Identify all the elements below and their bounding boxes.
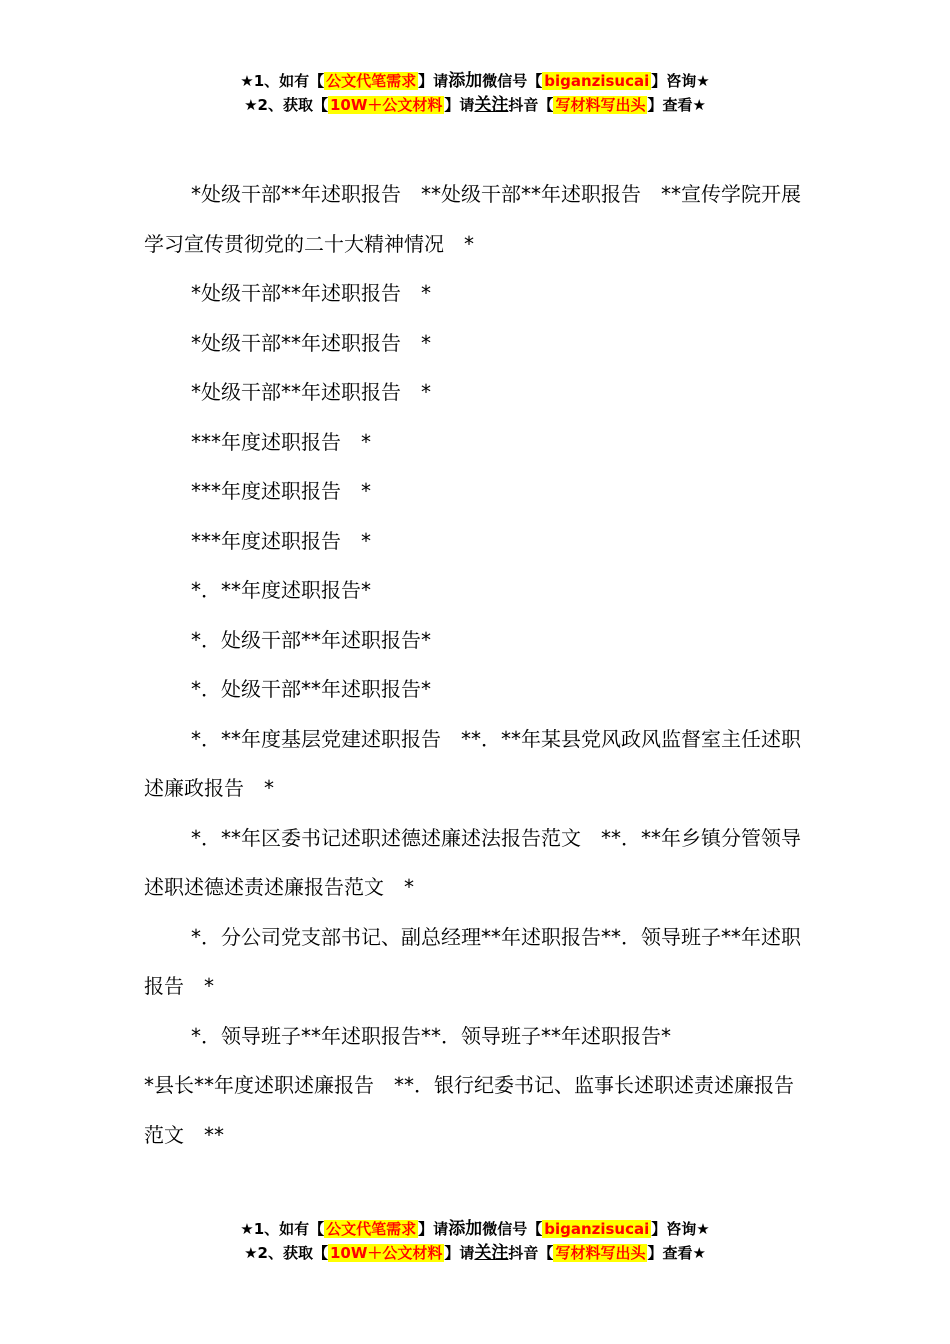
header-line-1-mid: 】请: [418, 72, 449, 90]
header-line-1-highlight-wechat: biganzisucai: [544, 72, 650, 90]
footer-line-1-prefix: ★1、如有【: [240, 1220, 325, 1238]
header-line-1-emphasis: 添加: [448, 71, 483, 91]
header-line-1-mid2: 微信号【: [482, 72, 543, 90]
footer-line-1-highlight-wechat: biganzisucai: [544, 1220, 650, 1238]
body-paragraph-6: ***年度述职报告 *: [191, 479, 371, 503]
body-paragraph-7: ***年度述职报告 *: [191, 528, 371, 553]
footer-line-1: [0, 1217, 950, 1241]
header-line-1-highlight-service: 公文代笔需求: [326, 72, 417, 90]
footer-line-1-mid2: 微信号【: [482, 1220, 543, 1238]
body-paragraph-9: *．处级干部**年述职报告*: [191, 627, 431, 652]
footer-line-2-highlight-materials: 10W＋公文材料: [329, 1244, 443, 1262]
footer-line-1-highlight-service: 公文代笔需求: [326, 1220, 417, 1238]
body-paragraph-14: *．领导班子**年述职报告**．领导班子**年述职报告*: [191, 1023, 671, 1048]
body-paragraph-2: *处级干部**年述职报告 *: [191, 281, 431, 305]
footer-banner: [0, 1217, 950, 1265]
body-paragraph-3: *处级干部**年述职报告 *: [191, 330, 431, 355]
header-line-2-suffix: 】查看★: [647, 96, 706, 114]
body-paragraph-15: *县长**年度述职述廉报告 **．银行纪委书记、监事长述职述责述廉报告范文 **: [144, 1073, 794, 1147]
footer-line-2-mid2: 抖音【: [508, 1244, 554, 1262]
body-paragraph-1: *处级干部**年述职报告 **处级干部**年述职报告 **宣传学院开展学习宣传贯彻党的二十大精神情况 *: [144, 182, 801, 256]
header-line-2-highlight-douyin: 写材料写出头: [555, 96, 646, 114]
body-paragraph-8: *．**年度述职报告*: [191, 578, 371, 602]
footer-line-2-emphasis: 关注: [474, 1243, 509, 1263]
footer-line-1-suffix: 】咨询★: [651, 1220, 710, 1238]
footer-line-2: [0, 1241, 950, 1265]
body-paragraph-5: ***年度述职报告 *: [191, 429, 371, 454]
document-body: [144, 170, 808, 1160]
footer-line-2-mid: 】请: [444, 1244, 475, 1262]
body-paragraph-11: *．**年度基层党建述职报告 **．**年某县党风政风监督室主任述职述廉政报告 *: [144, 726, 801, 800]
header-line-2-highlight-materials: 10W＋公文材料: [329, 96, 443, 114]
body-paragraph-4: *处级干部**年述职报告 *: [191, 380, 431, 404]
footer-line-1-emphasis: 添加: [448, 1219, 483, 1239]
body-paragraph-13: *．分公司党支部书记、副总经理**年述职报告**．领导班子**年述职报告 *: [144, 924, 801, 998]
header-line-2: [0, 93, 950, 117]
body-paragraph-10: *．处级干部**年述职报告*: [191, 677, 431, 701]
header-line-1-prefix: ★1、如有【: [240, 72, 325, 90]
footer-line-2-highlight-douyin: 写材料写出头: [555, 1244, 646, 1262]
header-line-2-emphasis: 关注: [474, 95, 509, 115]
footer-line-2-prefix: ★2、获取【: [244, 1244, 328, 1262]
footer-line-1-mid: 】请: [418, 1220, 449, 1238]
header-line-1: [0, 69, 950, 93]
header-line-1-suffix: 】咨询★: [651, 72, 710, 90]
header-line-2-mid2: 抖音【: [508, 96, 554, 114]
header-line-2-mid: 】请: [444, 96, 475, 114]
footer-line-2-suffix: 】查看★: [647, 1244, 706, 1262]
body-paragraph-12: *．**年区委书记述职述德述廉述法报告范文 **．**年乡镇分管领导述职述德述责述廉报告范文 *: [144, 825, 801, 899]
header-line-2-prefix: ★2、获取【: [244, 96, 328, 114]
header-banner: [0, 69, 950, 117]
